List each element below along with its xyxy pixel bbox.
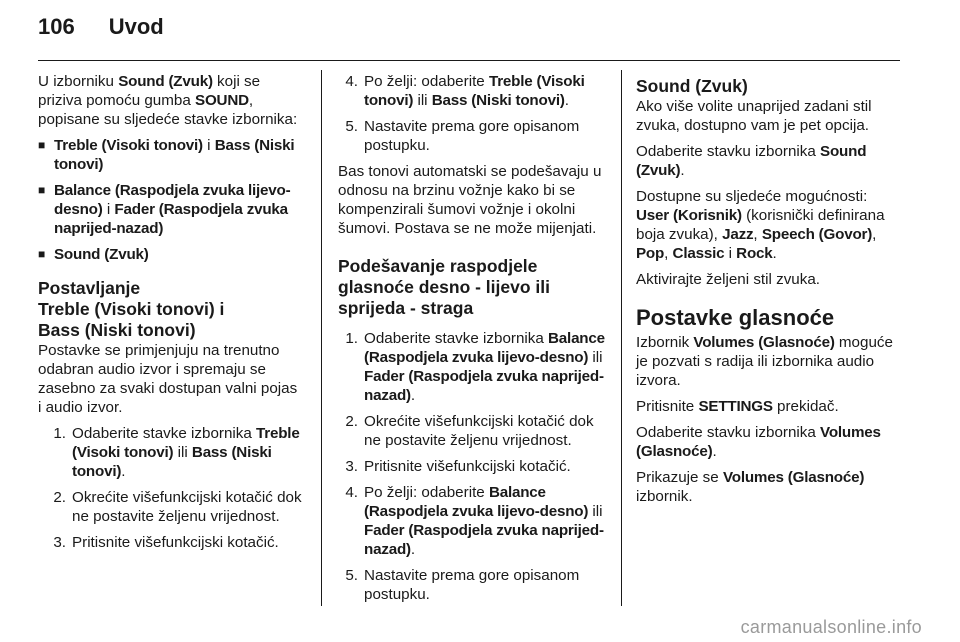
bullet-square-icon: ■ [38, 138, 46, 152]
section-heading: Sound (Zvuk) [636, 76, 748, 96]
list-item: ■ Sound (Zvuk) [38, 246, 149, 263]
body-paragraph: Odaberite stavku izbornika Sound (Zvuk). [636, 143, 867, 179]
page-header [38, 14, 164, 54]
list-item: ■ Treble (Visoki tonovi) i Bass (Niski tonovi) [38, 137, 295, 173]
list-item: 1. Odaberite stavke izbornika Treble (Visoki tonovi) ili Bass (Niski tonovi). [53, 425, 300, 480]
watermark: carmanualsonline.info [740, 617, 922, 637]
list-item: ■ Balance (Raspodjela zvuka lijevo-desno) i Fader (Raspodjela zvuka naprijed-nazad) [38, 182, 291, 237]
body-paragraph: Dostupne su sljedeće mogućnosti: User (Korisnik) (korisnički definirana boja zvuka), Jazz, Speech (Govor), Pop, Classic i Rock. [636, 188, 885, 262]
list-item: 1. Odaberite stavke izbornika Balance (Raspodjela zvuka lijevo-desno) ili Fader (Raspodjela zvuka naprijed-nazad). [345, 330, 605, 404]
body-paragraph: Bas tonovi automatski se podešavaju u odnosu na brzinu vožnje kako bi se kompenzirali šumovi vožnje i okolni šumovi. Postava se ne može mijenjati. [338, 163, 602, 237]
list-item: 3. Pritisnite višefunkcijski kotačić. [53, 534, 279, 551]
column-2 [338, 72, 606, 611]
list-item: 4. Po želji: odaberite Treble (Visoki tonovi) ili Bass (Niski tonovi). [345, 73, 585, 109]
page-number: 106 [38, 14, 75, 39]
body-paragraph: Aktivirajte željeni stil zvuka. [636, 271, 821, 288]
column-3 [636, 72, 902, 513]
list-item: 2. Okrećite višefunkcijski kotačić dok ne postavite željenu vrijednost. [53, 489, 302, 525]
body-paragraph: Postavke se primjenjuju na trenutno odabran audio izvor i spremaju se zasebno za svaki dostupan valni pojas i audio izvor. [38, 342, 298, 416]
list-item: 5. Nastavite prema gore opisanom postupku. [345, 118, 580, 154]
column-1 [38, 72, 304, 559]
bullet-square-icon: ■ [38, 183, 46, 197]
header-rule [38, 60, 900, 61]
body-paragraph: Prikazuje se Volumes (Glasnoće) izbornik. [636, 469, 865, 505]
list-item: 3. Pritisnite višefunkcijski kotačić. [345, 458, 571, 475]
body-paragraph: Pritisnite SETTINGS prekidač. [636, 398, 839, 415]
intro-paragraph: U izborniku Sound (Zvuk) koji se priziva pomoću gumba SOUND, popisane su sljedeće stavke izbornika: [38, 73, 298, 128]
bullet-square-icon: ■ [38, 247, 46, 261]
list-item: 5. Nastavite prema gore opisanom postupku. [345, 567, 580, 603]
section-heading: Postavljanje Treble (Visoki tonovi) i Bass (Niski tonovi) [38, 278, 225, 340]
list-item: 2. Okrećite višefunkcijski kotačić dok ne postavite željenu vrijednost. [345, 413, 594, 449]
body-paragraph: Ako više volite unaprijed zadani stil zvuka, dostupno vam je pet opcija. [636, 98, 872, 134]
column-divider-2 [621, 70, 622, 606]
section-heading-large: Postavke glasnoće [636, 305, 835, 330]
body-paragraph: Izbornik Volumes (Glasnoće) moguće je pozvati s radija ili izbornika audio izvora. [636, 334, 893, 389]
list-item: 4. Po želji: odaberite Balance (Raspodjela zvuka lijevo-desno) ili Fader (Raspodjela zvuka naprijed-nazad). [345, 484, 604, 558]
section-heading: Podešavanje raspodjele glasnoće desno - lijevo ili sprijeda - straga [338, 256, 550, 318]
body-paragraph: Odaberite stavku izbornika Volumes (Glasnoće). [636, 424, 881, 460]
chapter-title: Uvod [108, 14, 164, 39]
column-divider-1 [321, 70, 322, 606]
